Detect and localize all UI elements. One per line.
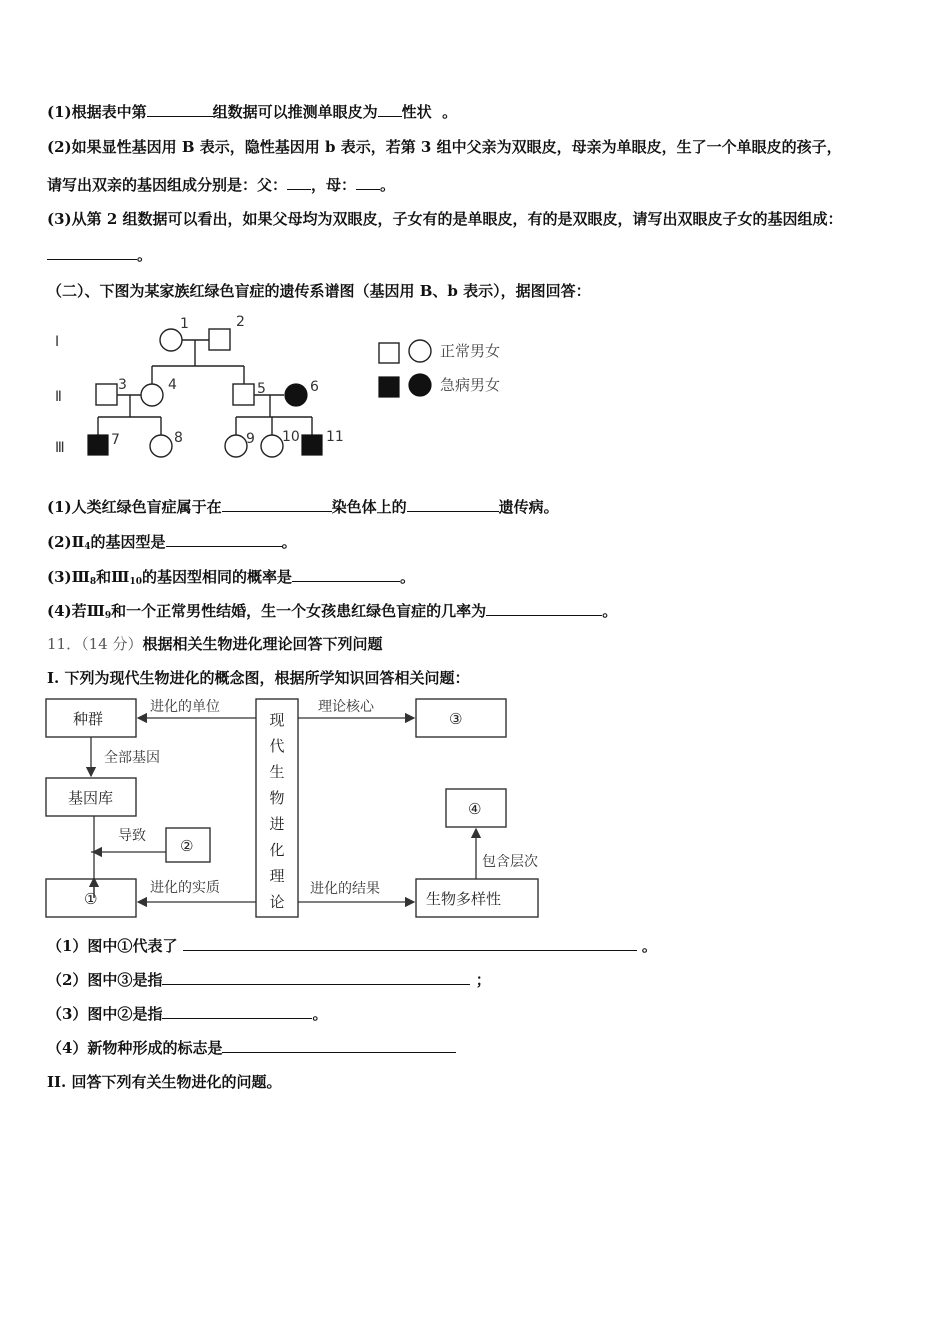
evolution-concept-diagram [0,690,950,920]
generation-label-2: Ⅱ [55,389,62,405]
label-10: 10 [282,429,300,445]
center-char-8: 论 [269,893,285,911]
q11-sub-1 [47,936,657,956]
circle-3-label: ③ [449,710,463,728]
legend-affected-label: 急病男女 [440,376,501,394]
individual-2-male-normal [209,329,230,350]
q11-sub-4 [47,1038,456,1058]
center-char-2: 代 [269,737,285,755]
individual-1-female-normal [160,329,182,351]
question-title: 根据相关生物进化理论回答下列问题 [142,635,383,653]
q2-3-text-pre: (3)Ⅲ [47,568,90,586]
question-11-title [47,634,382,654]
q2-3-text-post: 的基因型相同的概率是 [141,568,292,586]
q11-part1-title: I. 下列为现代生物进化的概念图，根据所学知识回答相关问题： [47,669,470,687]
center-char-4: 物 [269,789,285,807]
sq3-text-end: 。 [312,1005,328,1023]
question-2-2 [47,532,297,557]
answer-blank[interactable] [183,936,637,951]
question-number: 11．（14 分） [47,635,143,653]
question-1-2-line1: (2)如果显性基因用 B 表示，隐性基因用 b 表示，若第 3 组中父亲为双眼皮，母亲为单眼皮，生了一个单眼皮的孩子， [47,138,842,156]
legend-affected-female-icon [409,374,431,396]
circle-2-label: ② [180,837,194,855]
q2-3-subscript-1: 8 [89,577,97,587]
answer-blank[interactable] [147,102,213,117]
q11-sub-2 [47,970,491,990]
generation-label-1: Ⅰ [55,334,60,350]
arrow-core-label: 理论核心 [318,699,374,715]
individual-8-female-normal [150,435,172,457]
circle-4-label: ④ [468,800,482,818]
label-1: 1 [180,316,189,332]
individual-3-male-normal [96,384,117,405]
individual-7-male-affected [88,435,108,455]
question-1-3-line2 [47,245,152,265]
answer-blank[interactable] [222,497,332,512]
individual-9-female-normal [225,435,247,457]
answer-blank[interactable] [378,102,402,117]
label-9: 9 [246,431,255,447]
sq1-text-pre: （1）图中①代表了 [47,937,178,955]
question-2-4 [47,601,617,626]
center-char-3: 生 [269,763,285,781]
biodiversity-label: 生物多样性 [426,890,502,908]
label-3: 3 [118,377,127,393]
label-2: 2 [236,314,245,330]
arrow-levels-label: 包含层次 [482,854,538,870]
answer-blank[interactable] [407,497,499,512]
q2-3-text-end: 。 [400,568,416,586]
q2-4-text-end: 。 [602,602,618,620]
question-1-1 [47,102,457,122]
arrow-all-genes-label: 全部基因 [104,750,160,766]
q11-part2-title: II. 回答下列有关生物进化的问题。 [47,1073,282,1091]
circle-1-label: ① [84,890,98,908]
arrow-lead-label: 导致 [118,828,146,844]
q11-sub-3 [47,1004,327,1024]
gene-pool-label: 基因库 [68,789,114,807]
question-2-1 [47,497,559,517]
q2-2-text-end: 。 [281,533,297,551]
answer-blank[interactable] [486,601,602,616]
arrow-result-label: 进化的结果 [310,881,380,897]
sq1-text-end: 。 [641,937,657,955]
pedigree-chart [0,310,950,490]
q1-text-mid: 组数据可以推测单眼皮为 [212,103,378,121]
question-1-3-line1: (3)从第 2 组数据可以看出，如果父母均为双眼皮，子女有的是单眼皮，有的是双眼皮，请写出双眼皮子女的基因组成： [47,210,843,228]
label-7: 7 [111,432,120,448]
arrow-unit-label: 进化的单位 [150,699,220,715]
answer-blank-father[interactable] [287,175,311,190]
q2-3-subscript-2: 10 [129,577,142,587]
label-4: 4 [168,377,177,393]
center-char-5: 进 [269,815,285,833]
center-char-7: 理 [269,867,285,885]
sq3-text-pre: （3）图中②是指 [47,1005,163,1023]
q2-text-pre: 请写出双亲的基因组成分别是：父： [47,176,288,194]
answer-blank[interactable] [292,567,400,582]
part2-intro: （二）、下图为某家族红绿色盲症的遗传系谱图（基因用 B、b 表示），据图回答： [47,282,591,300]
q2-2-subscript: 4 [84,542,91,552]
question-2-3 [47,567,415,592]
individual-10-female-normal [261,435,283,457]
answer-blank[interactable] [166,532,282,547]
q2-2-text-post: 的基因型是 [90,533,166,551]
q1-text-post: 性状 [401,103,432,121]
q1-text-pre: (1)根据表中第 [47,103,147,121]
answer-blank[interactable] [47,245,137,260]
population-label: 种群 [73,710,104,728]
legend-normal-male-icon [379,343,399,363]
label-6: 6 [310,379,319,395]
q3-text-end: 。 [137,246,153,264]
legend-normal-female-icon [409,340,431,362]
q2-text-end: 。 [380,176,396,194]
q2-text-mid: ，母： [311,176,357,194]
individual-4-female-normal [141,384,163,406]
arrow-essence-label: 进化的实质 [150,880,220,896]
question-1-2-line2 [47,175,395,195]
q2-4-subscript: 9 [104,611,112,621]
q2-1-text-pre: (1)人类红绿色盲症属于在 [47,498,222,516]
q2-1-text-post: 遗传病。 [498,498,559,516]
center-char-6: 化 [269,841,285,859]
generation-label-3: Ⅲ [55,440,65,456]
answer-blank-mother[interactable] [356,175,380,190]
legend-affected-male-icon [379,377,399,397]
answer-blank[interactable] [162,970,470,985]
q2-4-text-post: 和一个正常男性结婚，生一个女孩患红绿色盲症的几率为 [111,602,487,620]
answer-blank[interactable] [222,1038,456,1053]
center-char-1: 现 [269,711,285,729]
q2-1-text-mid: 染色体上的 [331,498,407,516]
q2-4-text-pre: (4)若Ⅲ [47,602,105,620]
label-8: 8 [174,430,183,446]
individual-5-male-normal [233,384,254,405]
sq2-text-end: ； [475,971,491,989]
sq4-text-pre: （4）新物种形成的标志是 [47,1039,223,1057]
answer-blank[interactable] [162,1004,312,1019]
label-5: 5 [257,381,266,397]
q2-2-text-pre: (2)Ⅱ [47,533,85,551]
sq2-text-pre: （2）图中③是指 [47,971,163,989]
individual-6-female-affected [285,384,307,406]
label-11: 11 [326,429,344,445]
q1-text-end: 。 [442,103,458,121]
individual-11-male-affected [302,435,322,455]
legend-normal-label: 正常男女 [440,342,501,360]
q2-3-text-and: 和Ⅲ [96,568,130,586]
